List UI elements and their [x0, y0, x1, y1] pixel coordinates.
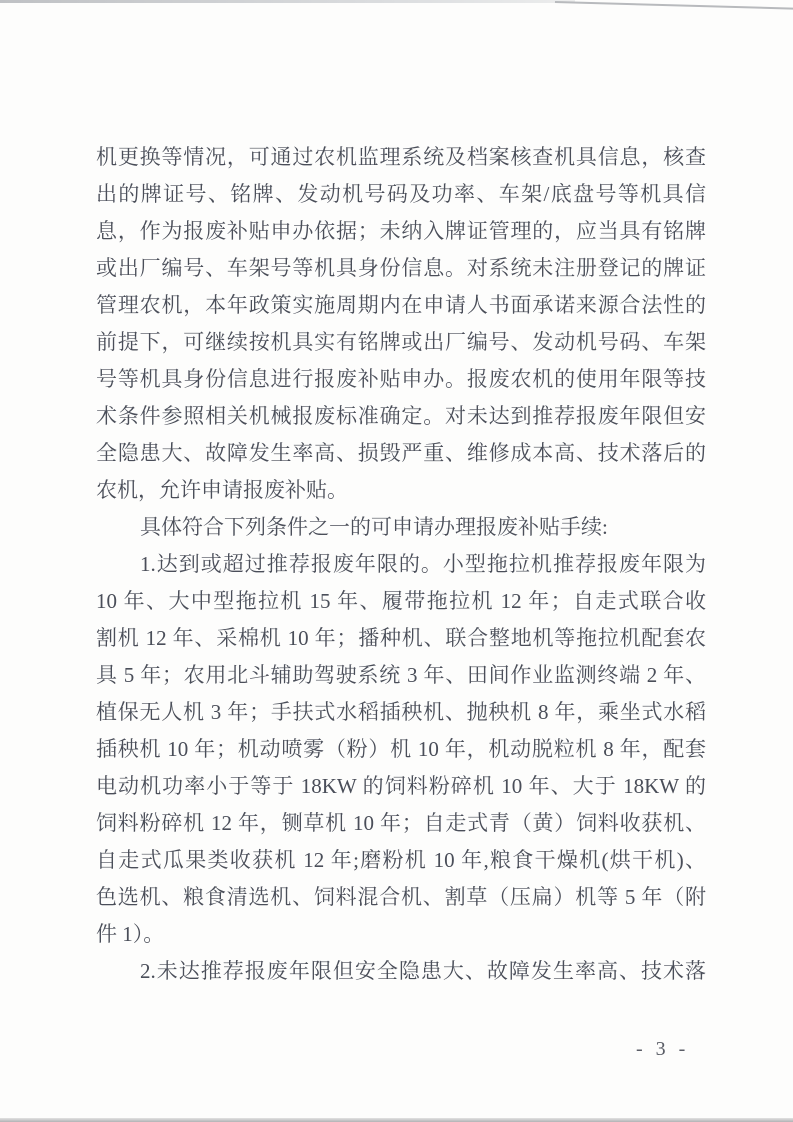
text-line: 插秧机 10 年；机动喷雾（粉）机 10 年，机动脱粒机 8 年，配套: [96, 737, 706, 761]
text-line: 机更换等情况，可通过农机监理系统及档案核查机具信息，核查: [96, 145, 706, 169]
scan-edge-top: [0, 0, 575, 3]
scan-artifact-diagonal-line: [555, 1, 793, 10]
text-line: 具体符合下列条件之一的可申请办理报废补贴手续:: [140, 515, 608, 539]
text-line: 术条件参照相关机械报废标准确定。对未达到推荐报废年限但安: [96, 404, 706, 428]
text-line: 具 5 年；农用北斗辅助驾驶系统 3 年、田间作业监测终端 2 年、: [96, 663, 706, 687]
text-line: 植保无人机 3 年；手扶式水稻插秧机、抛秧机 8 年，乘坐式水稻: [96, 700, 706, 724]
text-line: 2.未达推荐报废年限但安全隐患大、故障发生率高、技术落: [140, 959, 706, 983]
text-line: 色选机、粮食清选机、饲料混合机、割草（压扁）机等 5 年（附: [96, 885, 706, 909]
text-line: 1.达到或超过推荐报废年限的。小型拖拉机推荐报废年限为: [140, 552, 706, 576]
text-line: 农机，允许申请报废补贴。: [96, 478, 348, 502]
text-line: 自走式瓜果类收获机 12 年;磨粉机 10 年,粮食干燥机(烘干机)、: [96, 848, 706, 872]
text-line: 出的牌证号、铭牌、发动机号码及功率、车架/底盘号等机具信: [96, 182, 706, 206]
text-line: 息，作为报废补贴申办依据；未纳入牌证管理的，应当具有铭牌: [96, 219, 706, 243]
text-line: 管理农机，本年政策实施周期内在申请人书面承诺来源合法性的: [96, 293, 706, 317]
text-line: 前提下，可继续按机具实有铭牌或出厂编号、发动机号码、车架: [96, 330, 706, 354]
text-line: 件 1）。: [96, 922, 165, 946]
scan-edge-bottom: [0, 1118, 793, 1122]
text-line: 饲料粉碎机 12 年，铡草机 10 年；自走式青（黄）饲料收获机、: [96, 811, 706, 835]
text-line: 割机 12 年、采棉机 10 年；播种机、联合整地机等拖拉机配套农: [96, 626, 706, 650]
page-number: - 3 -: [636, 1038, 690, 1060]
text-line: 全隐患大、故障发生率高、损毁严重、维修成本高、技术落后的: [96, 441, 706, 465]
text-line: 10 年、大中型拖拉机 15 年、履带拖拉机 12 年；自走式联合收: [96, 589, 706, 613]
text-line: 号等机具身份信息进行报废补贴申办。报废农机的使用年限等技: [96, 367, 706, 391]
text-line: 或出厂编号、车架号等机具身份信息。对系统未注册登记的牌证: [96, 256, 706, 280]
text-line: 电动机功率小于等于 18KW 的饲料粉碎机 10 年、大于 18KW 的: [96, 774, 706, 798]
body-text: [96, 139, 706, 990]
